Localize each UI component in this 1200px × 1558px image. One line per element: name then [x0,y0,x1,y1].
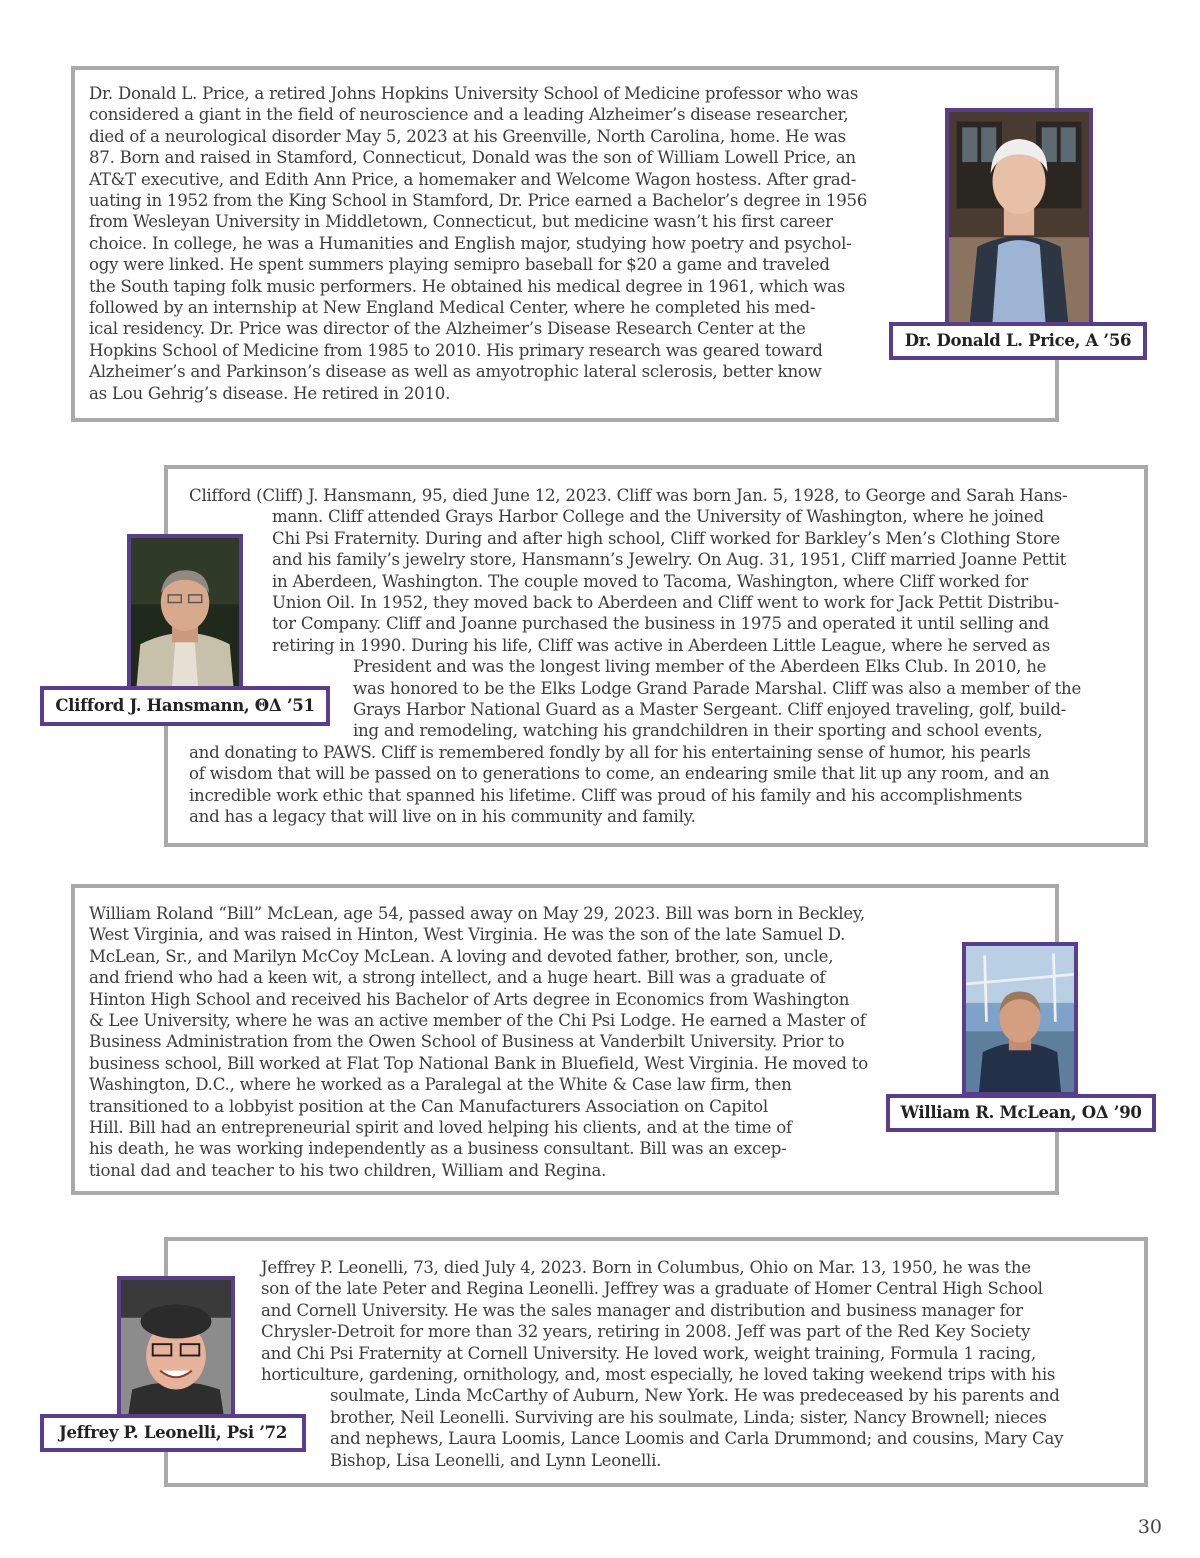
text-line: and Chi Psi Fraternity at Cornell University. He loved work, weight training, Formula 1 racing, [261,1343,1036,1363]
text-line: brother, Neil Leonelli. Surviving are his soulmate, Linda; sister, Nancy Brownell; nieces [330,1407,1047,1427]
text-line: 87. Born and raised in Stamford, Connecticut, Donald was the son of William Lowell Price, an [89,148,856,168]
text-line: President and was the longest living member of the Aberdeen Elks Club. In 2010, he [353,657,1047,677]
text-line: Union Oil. In 1952, they moved back to Aberdeen and Cliff went to work for Jack Pettit Distribu- [272,593,1059,613]
text-line: died of a neurological disorder May 5, 2023 at his Greenville, North Carolina, home. He was [89,126,846,146]
text-line: Business Administration from the Owen School of Business at Vanderbilt University. Prior to [89,1032,845,1052]
text-line: Clifford (Cliff) J. Hansmann, 95, died June 12, 2023. Cliff was born Jan. 5, 1928, to George and Sarah Hans- [189,486,1068,505]
text-line: Dr. Donald L. Price, a retired Johns Hopkins University School of Medicine professor who was [89,84,859,103]
text-line: followed by an internship at New England Medical Center, where he completed his med- [89,298,816,318]
text-line: choice. In college, he was a Humanities and English major, studying how poetry and psychol- [89,233,852,253]
text-line: ing and remodeling, watching his grandchildren in their sporting and school events, [353,721,1043,741]
text-line: and Cornell University. He was the sales manager and distribution and business manager for [261,1300,1023,1320]
text-line: West Virginia, and was raised in Hinton, West Virginia. He was the son of the late Samuel D. [89,925,846,945]
text-line: son of the late Peter and Regina Leonelli. Jeffrey was a graduate of Homer Central High School [261,1279,1043,1299]
text-line: and his family’s jewelry store, Hansmann’s Jewelry. On Aug. 31, 1951, Cliff married Joanne Pettit [272,550,1067,570]
text-line: ogy were linked. He spent summers playing semipro baseball for $20 a game and traveled [89,255,830,275]
text-line: in Aberdeen, Washington. The couple moved to Tacoma, Washington, where Cliff worked for [272,571,1029,591]
text-line: mann. Cliff attended Grays Harbor College and the University of Washington, where he joined [272,507,1044,527]
text-line: tor Company. Cliff and Joanne purchased the business in 1975 and operated it until selling and [272,614,1049,634]
portrait-photo-price [945,108,1093,326]
text-line: and has a legacy that will live on in his community and family. [189,807,696,827]
text-line: was honored to be the Elks Lodge Grand Parade Marshal. Cliff was also a member of the [353,678,1082,698]
caption-hansmann: Clifford J. Hansmann, ΘΔ ’51 [40,686,330,726]
obituary-text-price [89,83,867,404]
text-line: and nephews, Laura Loomis, Lance Loomis and Carla Drummond; and cousins, Mary Cay [330,1429,1064,1449]
caption-price: Dr. Donald L. Price, A ’56 [889,322,1147,360]
text-line: McLean, Sr., and Marilyn McCoy McLean. A loving and devoted father, brother, son, uncle, [89,946,834,966]
text-line: Alzheimer’s and Parkinson’s disease as well as amyotrophic lateral sclerosis, better know [89,362,822,382]
text-line: William Roland “Bill” McLean, age 54, passed away on May 29, 2023. Bill was born in Beckley, [89,904,865,923]
caption-mclean: William R. McLean, ΟΔ ’90 [886,1094,1156,1132]
text-line: incredible work ethic that spanned his lifetime. Cliff was proud of his family and his accomplishments [189,785,1023,805]
text-line: from Wesleyan University in Middletown, Connecticut, but medicine wasn’t his first career [89,212,833,232]
text-line: Bishop, Lisa Leonelli, and Lynn Leonelli. [330,1450,662,1470]
portrait-photo-hansmann [127,534,243,690]
text-line: Hopkins School of Medicine from 1985 to 2010. His primary research was geared toward [89,340,823,360]
text-line: soulmate, Linda McCarthy of Auburn, New York. He was predeceased by his parents and [330,1386,1060,1406]
text-line: of wisdom that will be passed on to generations to come, an endearing smile that lit up any room, and an [189,764,1050,784]
obituary-text-hansmann [189,485,1081,828]
text-line: retiring in 1990. During his life, Cliff was active in Aberdeen Little League, where he served as [272,635,1051,655]
text-line: Hill. Bill had an entrepreneurial spirit and loved helping his clients, and at the time of [89,1118,792,1138]
obituary-text-leonelli [261,1257,1063,1471]
text-line: AT&T executive, and Edith Ann Price, a homemaker and Welcome Wagon hostess. After grad- [89,169,857,189]
text-line: business school, Bill worked at Flat Top National Bank in Bluefield, West Virginia. He moved to [89,1053,868,1073]
text-line: the South taping folk music performers. He obtained his medical degree in 1961, which was [89,276,846,296]
text-line: Hinton High School and received his Bachelor of Arts degree in Economics from Washington [89,989,850,1009]
text-line: Chi Psi Fraternity. During and after high school, Cliff worked for Barkley’s Men’s Clothing Store [272,528,1060,548]
caption-leonelli: Jeffrey P. Leonelli, Psi ’72 [40,1414,306,1452]
page-number: 30 [1137,1516,1162,1538]
text-line: Jeffrey P. Leonelli, 73, died July 4, 2023. Born in Columbus, Ohio on Mar. 13, 1950, he was the [261,1258,1031,1277]
text-line: tional dad and teacher to his two children, William and Regina. [89,1160,607,1180]
portrait-photo-leonelli [117,1276,235,1418]
text-line: his death, he was working independently as a business consultant. Bill was an excep- [89,1139,787,1159]
obituary-text-mclean [89,903,868,1181]
text-line: considered a giant in the field of neuroscience and a leading Alzheimer’s disease researcher, [89,105,849,125]
portrait-photo-mclean [962,942,1078,1096]
text-line: and donating to PAWS. Cliff is remembered fondly by all for his entertaining sense of humor, his pearls [189,742,1031,762]
text-line: Grays Harbor National Guard as a Master Sergeant. Cliff enjoyed traveling, golf, build- [353,700,1067,720]
text-line: ical residency. Dr. Price was director of the Alzheimer’s Disease Research Center at the [89,319,806,339]
text-line: horticulture, gardening, ornithology, and, most especially, he loved taking weekend trips with his [261,1365,1056,1385]
text-line: uating in 1952 from the King School in Stamford, Dr. Price earned a Bachelor’s degree in 1956 [89,191,868,211]
text-line: & Lee University, where he was an active member of the Chi Psi Lodge. He earned a Master of [89,1011,866,1031]
text-line: transitioned to a lobbyist position at the Can Manufacturers Association on Capitol [89,1096,768,1116]
text-line: as Lou Gehrig’s disease. He retired in 2010. [89,383,451,403]
text-line: and friend who had a keen wit, a strong intellect, and a huge heart. Bill was a graduate of [89,968,826,988]
text-line: Washington, D.C., where he worked as a Paralegal at the White & Case law firm, then [89,1075,792,1095]
text-line: Chrysler-Detroit for more than 32 years, retiring in 2008. Jeff was part of the Red Key Society [261,1322,1031,1342]
